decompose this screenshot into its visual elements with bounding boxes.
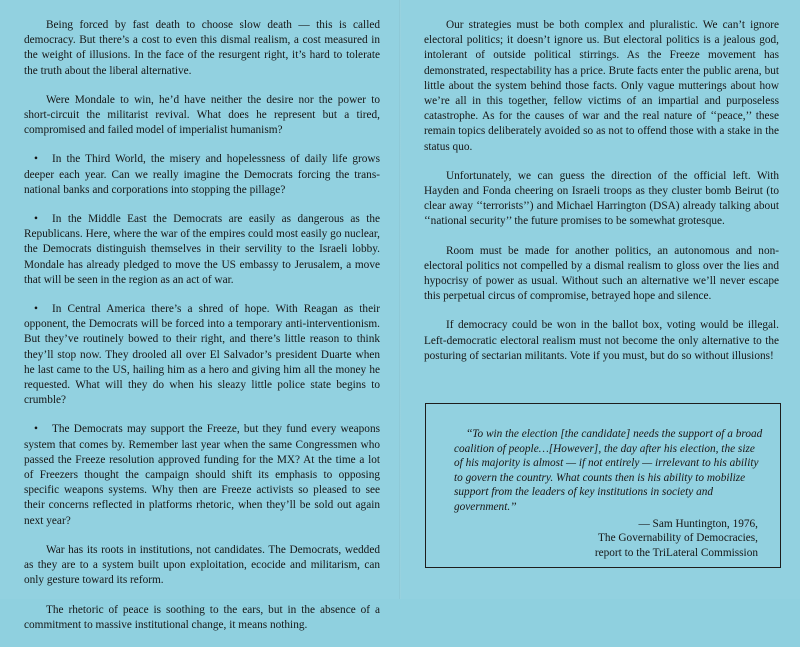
bullet-icon: • [34, 213, 38, 226]
paragraph-strategies: Our strategies must be both complex and pluralistic. We can’t ignore electoral politics; it doesn’t ignore us. But electoral politics is a jealous god, intolerant of outside political stirrings. As the Freeze movement has demonstrated, respectability has a price. Brute facts enter the public arena, but little about the system behind those facts. Only vague mutterings about how we’re all in this together, fellow victims of an impartial and purposeless catastrophe. As for the causes of war and the real nature of ‘‘peace,’’ these remain topics deliberately avoided so as not to offend those with a stake in the status quo. [424, 19, 779, 153]
attribution-author: — Sam Huntington, 1976, [638, 517, 758, 530]
bullet-text: In Central America there’s a shred of hope. With Reagan as their opponent, the Democrats will be forced into a temporary anti-interventionism. But they’ve routinely bowed to their right, and there’s little reason to think they’ll stop now. They drooled all over El Salvador’s president Duarte when he last came to the US, hailing him as a hero and giving him all the money he requested. What will they do when his sleazy little police state begins to crumble? [24, 303, 380, 407]
paragraph-official-left: Unfortunately, we can guess the direction of the official left. With Hayden and Fonda cheering on Israeli troops as they cluster bomb Beirut (to clear away ‘‘terrorists’’) and Michael Harrington (DSA) already talking about ‘‘national security’’ the future promises to be somewhat grotesque. [424, 169, 779, 228]
bullet-text: In the Third World, the misery and hopelessness of daily life grows deeper each year. Can we really imagine the Democrats forcing the trans-national banks and corporations into stopping the pillage? [24, 153, 380, 196]
bullet-item-third-world [24, 152, 380, 198]
attribution-title: The Governability of Democracies, [598, 532, 758, 545]
right-column [424, 18, 779, 378]
bullet-icon: • [34, 423, 38, 436]
paragraph-intro: Being forced by fast death to choose slow death — this is called democracy. But there’s a cost to even this dismal realism, a cost measured in the weight of illusions. In the face of the resurgent right, it’s hard to tolerate the truth about the liberal alternative. [24, 19, 380, 77]
paragraph-rhetoric: The rhetoric of peace is soothing to the ears, but in the absence of a commitment to massive institutional change, it means nothing. [24, 603, 380, 631]
bullet-item-freeze [24, 422, 380, 528]
center-fold [399, 0, 401, 599]
quote-attribution [454, 517, 758, 561]
left-column [24, 18, 380, 647]
bullet-item-middle-east [24, 212, 380, 288]
paragraph-mondale: Were Mondale to win, he’d have neither the desire nor the power to short-circuit the militarist revival. What does he represent but a tired, compromised and failed model of imperialist humanism? [24, 93, 380, 137]
paragraph-ballot-box: If democracy could be won in the ballot box, voting would be illegal. Left-democratic electoral realism must not become the only alternative to the posturing of sectarian militants. Vote if you must, but do so without illusions! [424, 319, 779, 362]
paragraph-war-roots: War has its roots in institutions, not candidates. The Democrats, wedded as they are to a system built upon exploitation, ecocide and militarism, can only gesture toward its reform. [24, 543, 380, 587]
bullet-icon: • [34, 303, 38, 316]
attribution-source: report to the TriLateral Commission [594, 546, 758, 559]
quote-text: ‘‘To win the election [the candidate] needs the support of a broad coalition of people…[However], the day after his election, the size of his majority is almost — if not entirely — irrelevant to his ability to govern the country. What counts then is his ability to mobilize support from the leaders of key institutions in society and government.’’ [454, 428, 763, 513]
huntington-quote-box [425, 403, 781, 568]
bullet-item-central-america [24, 302, 380, 408]
bullet-icon: • [34, 153, 38, 166]
bullet-text: The Democrats may support the Freeze, but they fund every weapons system that comes by. Remember last year when the same Congressmen who passed the Freeze resolution approved funding for the MX? At the time a lot of Freezers thought the campaign should shift its emphasis to opposing specific weapons systems. Why then are Freeze activists so pleased to see their concerns reflected in platforms rhetoric, when they’ll be sold out again next year? [24, 423, 380, 527]
bullet-text: In the Middle East the Democrats are easily as dangerous as the Republicans. Here, where the war of the empires could most easily go nuclear, the Democrats distinguish themselves in their servility to the Israeli lobby. Mondale has already pledged to move the US embassy to Jerusalem, a move that will be seen in the region as an act of war. [24, 213, 380, 286]
paragraph-another-politics: Room must be made for another politics, an autonomous and non-electoral politics not compelled by a dismal realism to gloss over the lies and hypocrisy of power as usual. Without such an alternative we’ll never escape this perpetual circus of compromise, betrayed hope and silence. [424, 244, 779, 303]
